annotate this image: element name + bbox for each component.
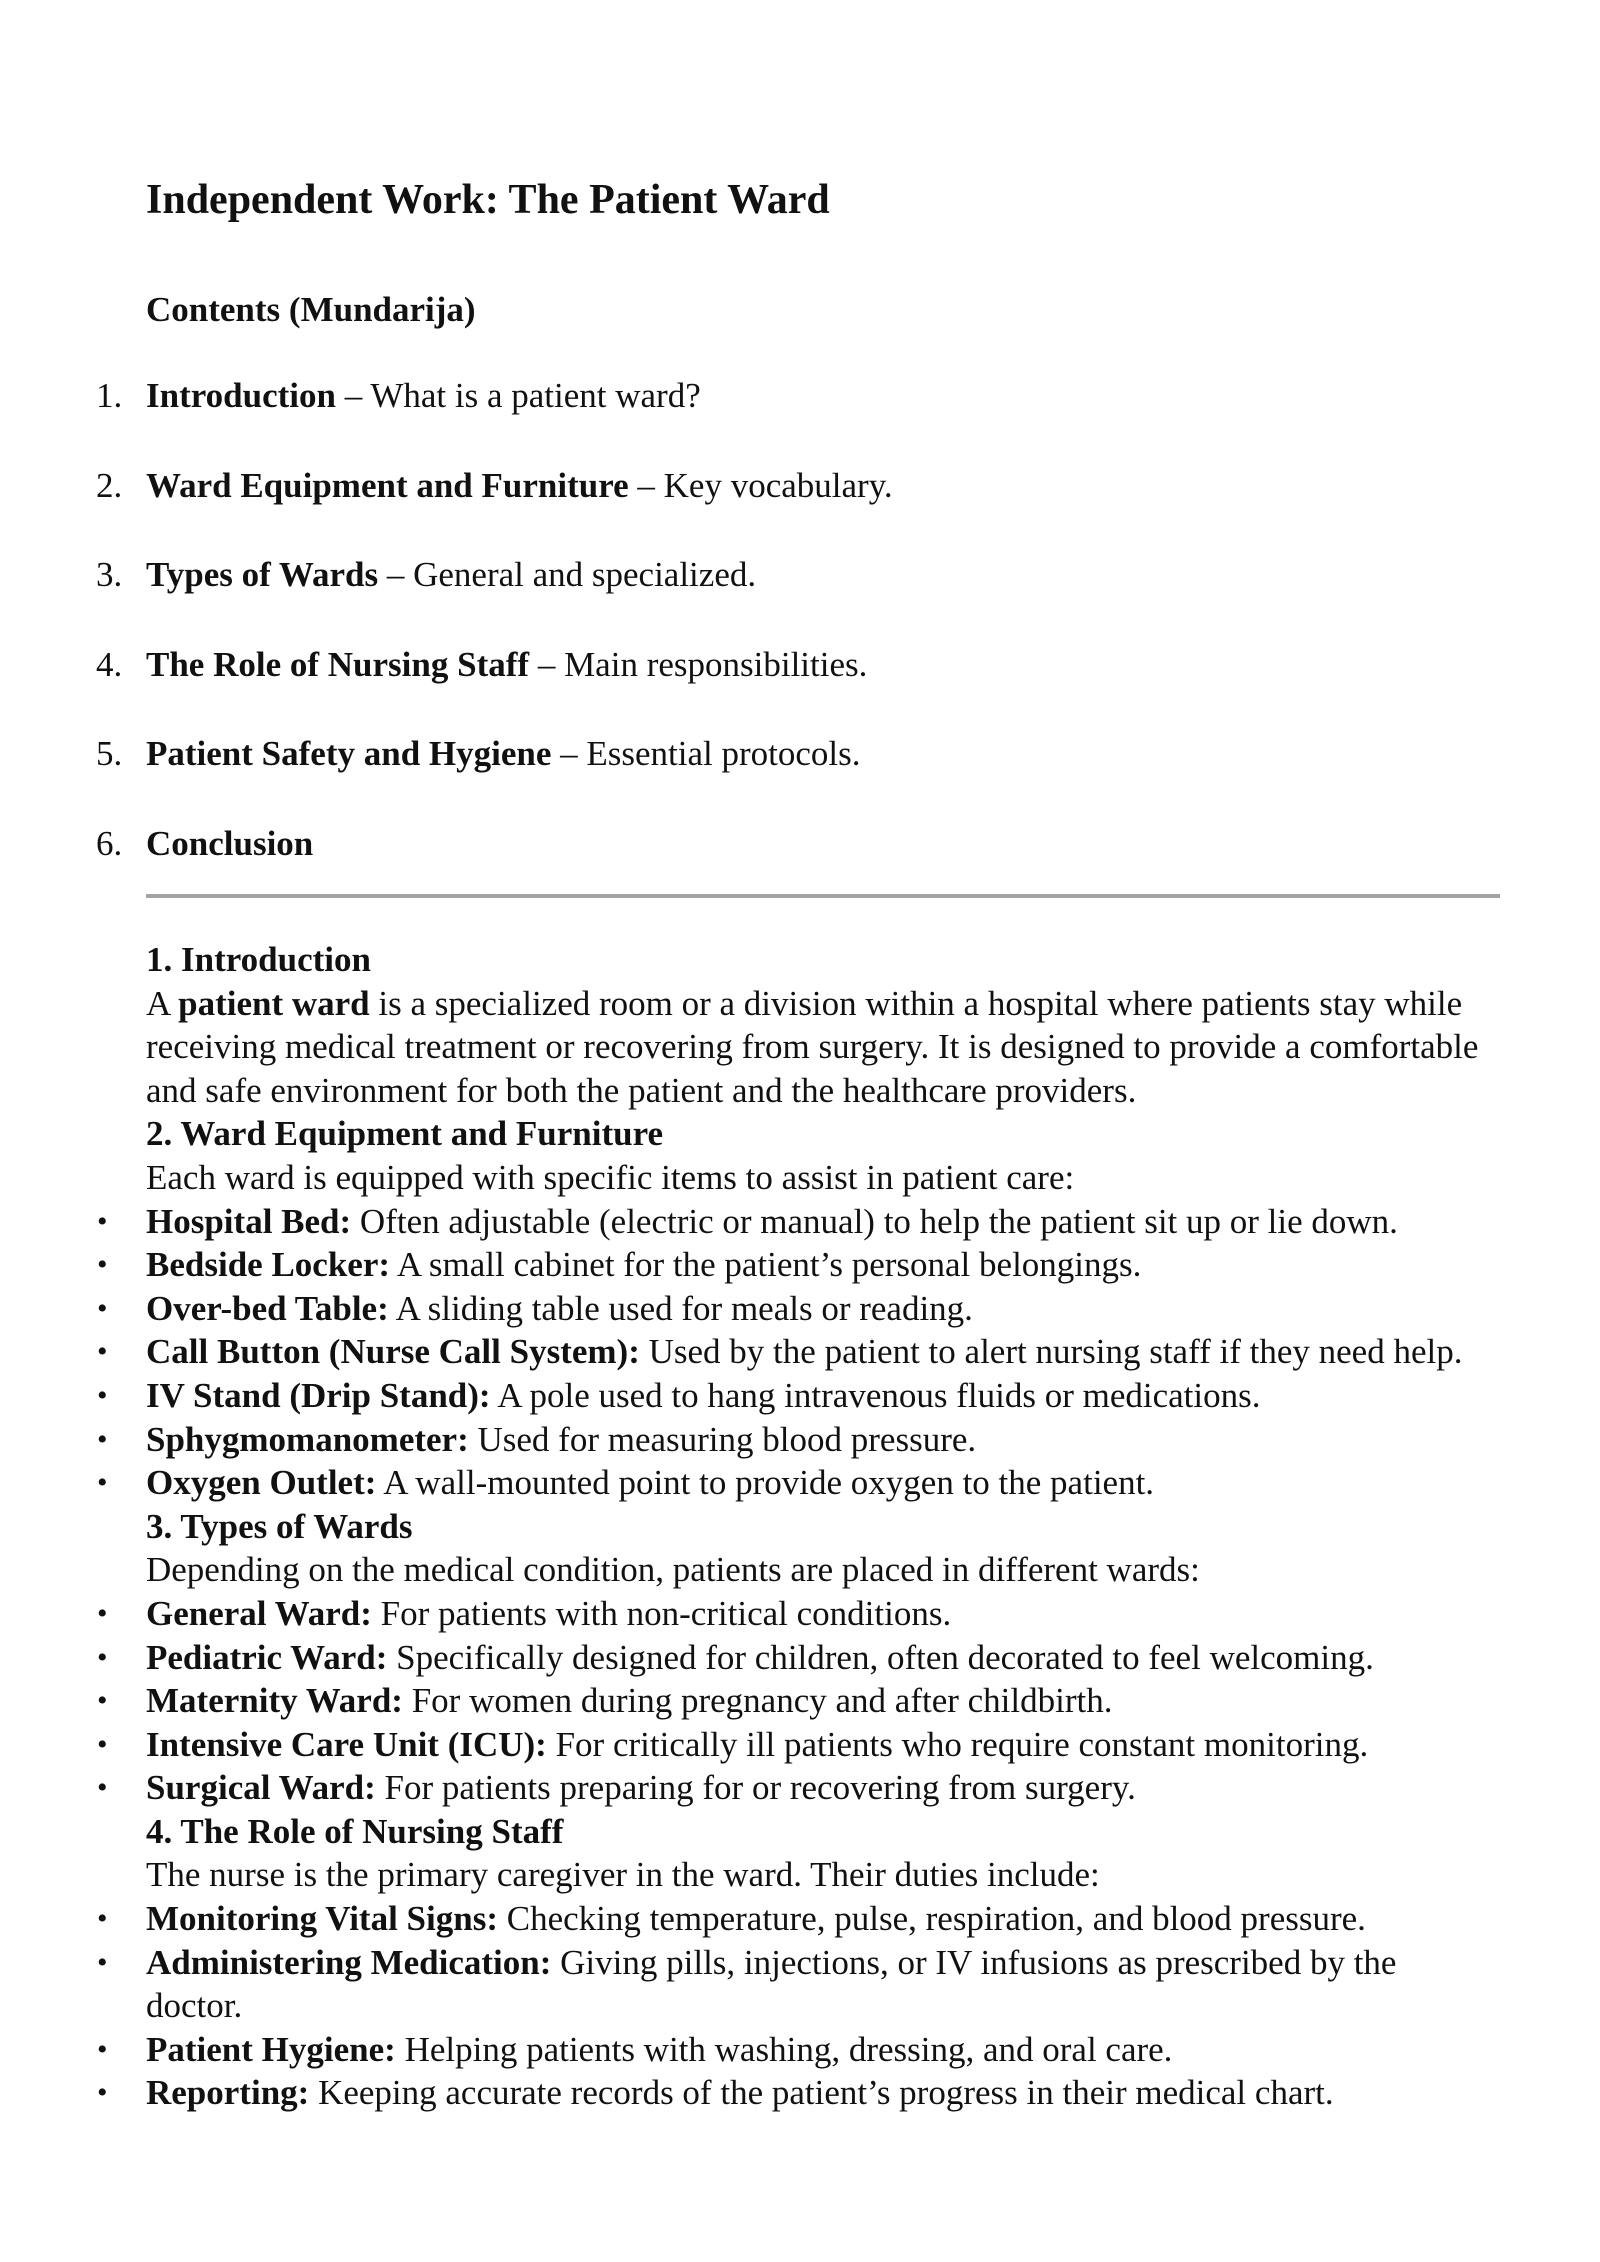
list-item (0, 1418, 1500, 1462)
item-term: Sphygmomanometer: (146, 1419, 469, 1459)
toc-number: 2. (96, 465, 123, 505)
item-term: Administering Medication: (146, 1942, 552, 1982)
toc-term: The Role of Nursing Staff (146, 644, 530, 684)
horizontal-divider (146, 894, 1500, 898)
bullet-icon: • (97, 1684, 108, 1718)
item-desc: Helping patients with washing, dressing, and oral care. (395, 2029, 1173, 2069)
item-desc: For patients with non-critical conditions. (371, 1593, 952, 1633)
list-item (0, 1723, 1500, 1767)
item-term: Surgical Ward: (146, 1768, 376, 1808)
item-term: Pediatric Ward: (146, 1637, 388, 1677)
toc-number: 5. (96, 734, 123, 774)
section-heading-introduction: 1. Introduction (146, 940, 371, 979)
paragraph-text: is a specialized room or a division within a hospital where patients stay while receiving medical treatment or recovering from surgery. It is designed to provide a comfortable and safe environment for both the patient and the healthcare providers. (146, 983, 1479, 1110)
bullet-icon: • (97, 2032, 108, 2066)
section-heading-equipment: 2. Ward Equipment and Furniture (146, 1114, 664, 1154)
toc-desc: – Key vocabulary. (628, 465, 893, 505)
bullet-icon: • (97, 1640, 108, 1674)
toc-item (0, 372, 1600, 462)
bullet-icon: • (97, 1771, 108, 1805)
toc-number: 1. (96, 376, 123, 415)
list-item (0, 1592, 1500, 1636)
item-term: Over-bed Table: (146, 1288, 389, 1328)
equipment-list (0, 1200, 1600, 1505)
item-term: Reporting: (146, 2073, 310, 2113)
list-item (0, 1679, 1500, 1723)
item-desc: Often adjustable (electric or manual) to help the patient sit up or lie down. (351, 1201, 1398, 1241)
bullet-icon: • (97, 1422, 108, 1456)
equipment-lead: Each ward is equipped with specific items to assist in patient care: (146, 1157, 1075, 1197)
list-item (0, 1287, 1500, 1331)
bullet-icon: • (97, 1204, 108, 1238)
item-term: Monitoring Vital Signs: (146, 1899, 498, 1939)
introduction-paragraph (0, 982, 1500, 1113)
toc-term: Introduction (146, 376, 336, 415)
section-heading-nursing: 4. The Role of Nursing Staff (146, 1811, 564, 1851)
bullet-icon: • (97, 1596, 108, 1630)
item-desc: A sliding table used for meals or reading. (388, 1288, 973, 1328)
item-term: Oxygen Outlet: (146, 1463, 377, 1503)
bullet-icon: • (97, 1466, 108, 1500)
item-term: Intensive Care Unit (ICU): (146, 1724, 547, 1764)
list-item (0, 1461, 1500, 1505)
bullet-icon: • (97, 1291, 108, 1325)
list-item (0, 1766, 1500, 1810)
item-term: Bedside Locker: (146, 1245, 391, 1285)
list-item (0, 1243, 1500, 1287)
toc-number: 4. (96, 644, 123, 684)
bullet-icon: • (97, 1248, 108, 1282)
list-item (0, 1330, 1500, 1374)
bullet-icon: • (97, 1378, 108, 1412)
types-lead: Depending on the medical condition, patients are placed in different wards: (146, 1550, 1200, 1590)
item-term: IV Stand (Drip Stand): (146, 1375, 491, 1415)
item-desc: A pole used to hang intravenous fluids or medications. (490, 1375, 1261, 1415)
item-term: General Ward: (146, 1593, 372, 1633)
section-heading-types: 3. Types of Wards (146, 1506, 413, 1546)
toc-item (0, 462, 1600, 552)
item-desc: A wall-mounted point to provide oxygen to the patient. (376, 1463, 1155, 1503)
bold-term: patient ward (178, 983, 370, 1023)
list-item (0, 1636, 1500, 1680)
item-desc: For critically ill patients who require constant monitoring. (546, 1724, 1369, 1764)
list-item (0, 1200, 1500, 1244)
contents-heading: Contents (Mundarija) (146, 290, 476, 329)
page-title: Independent Work: The Patient Ward (146, 177, 830, 223)
toc-desc: – What is a patient ward? (335, 376, 701, 415)
bullet-icon: • (97, 1902, 108, 1936)
list-item (0, 1374, 1500, 1418)
bullet-icon: • (97, 2076, 108, 2110)
toc-item (0, 551, 1600, 641)
item-desc: Giving pills, injections, or IV infusions as prescribed by the doctor. (146, 1942, 1397, 2026)
nursing-lead: The nurse is the primary caregiver in the ward. Their duties include: (146, 1855, 1100, 1895)
list-item (0, 2071, 1500, 2115)
nursing-duties-list (0, 1897, 1600, 2115)
bullet-icon: • (97, 1335, 108, 1369)
toc-term: Conclusion (146, 823, 314, 863)
table-of-contents (0, 372, 1600, 910)
item-desc: Keeping accurate records of the patient’s progress in their medical chart. (309, 2073, 1334, 2113)
toc-number: 3. (96, 555, 123, 595)
bullet-icon: • (97, 1727, 108, 1761)
toc-desc: – General and specialized. (378, 555, 757, 595)
document-body (0, 938, 1600, 2115)
toc-term: Types of Wards (146, 555, 379, 595)
bullet-icon: • (97, 1945, 108, 1979)
item-desc: A small cabinet for the patient’s personal belongings. (390, 1245, 1142, 1285)
toc-number: 6. (96, 823, 123, 863)
item-desc: For women during pregnancy and after childbirth. (402, 1681, 1113, 1721)
item-desc: Specifically designed for children, often decorated to feel welcoming. (387, 1637, 1374, 1677)
item-desc: For patients preparing for or recovering from surgery. (375, 1768, 1136, 1808)
item-term: Maternity Ward: (146, 1681, 403, 1721)
item-term: Call Button (Nurse Call System): (146, 1332, 640, 1372)
item-desc: Used by the patient to alert nursing staff if they need help. (639, 1332, 1463, 1372)
toc-desc: – Main responsibilities. (529, 644, 868, 684)
ward-types-list (0, 1592, 1600, 1810)
list-item (0, 1941, 1500, 2028)
item-term: Patient Hygiene: (146, 2029, 396, 2069)
item-desc: Used for measuring blood pressure. (468, 1419, 977, 1459)
toc-term: Patient Safety and Hygiene (146, 734, 552, 774)
list-item (0, 2028, 1500, 2072)
toc-item (0, 730, 1600, 820)
toc-desc: – Essential protocols. (551, 734, 861, 774)
item-term: Hospital Bed: (146, 1201, 352, 1241)
toc-item (0, 641, 1600, 731)
list-item (0, 1897, 1500, 1941)
paragraph-text: A (146, 983, 179, 1023)
toc-term: Ward Equipment and Furniture (146, 465, 629, 505)
item-desc: Checking temperature, pulse, respiration, and blood pressure. (497, 1899, 1366, 1939)
